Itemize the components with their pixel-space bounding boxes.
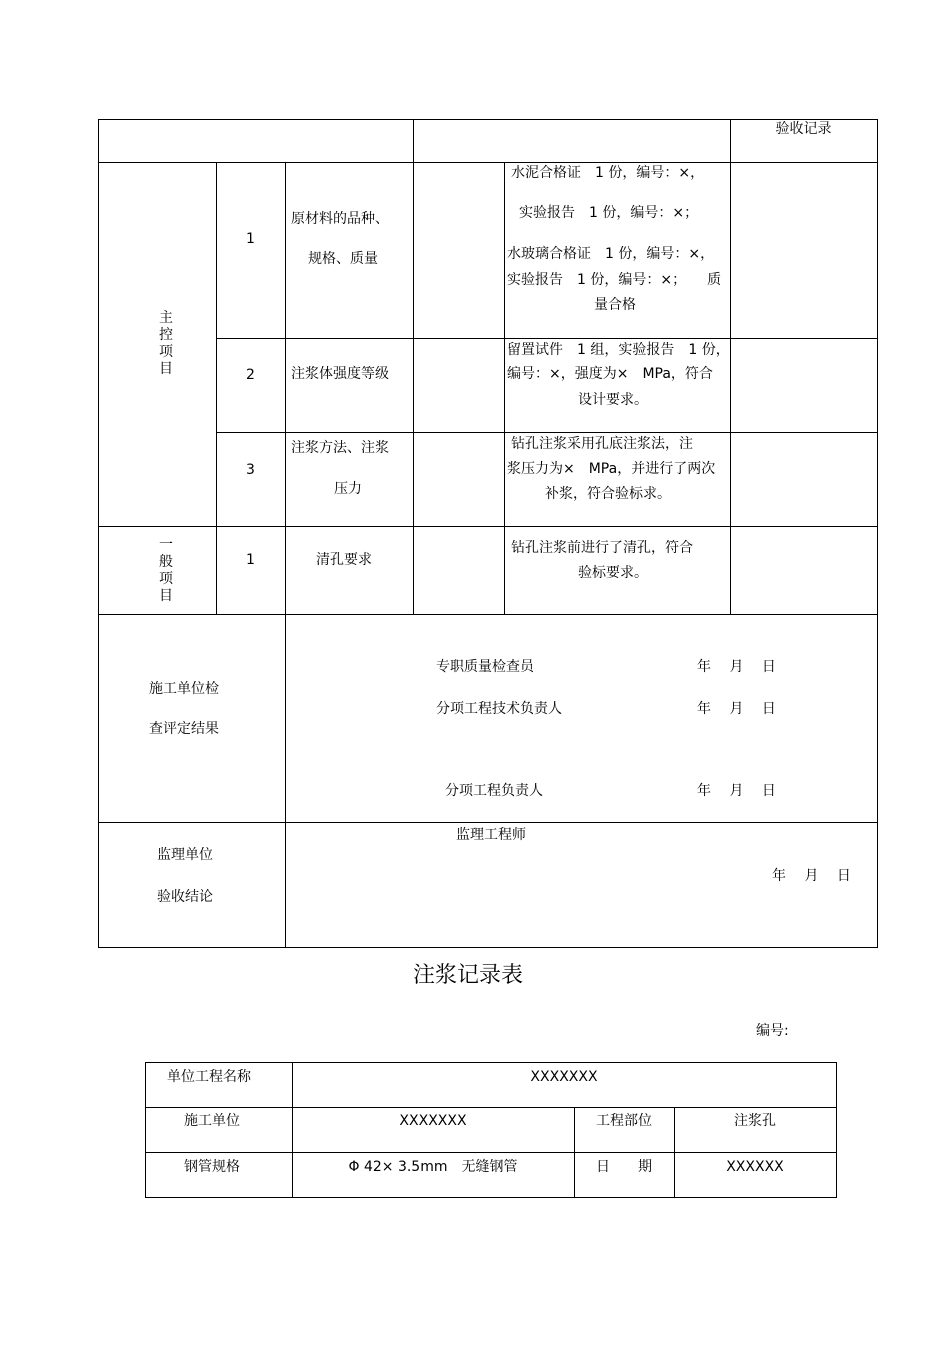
item-name: 压力: [334, 481, 362, 497]
main-items-label: 主控项目: [159, 310, 173, 377]
row-number: 1: [246, 231, 255, 247]
grid-line: [98, 526, 878, 527]
record-line: 设计要求。: [578, 392, 648, 408]
pipe-spec-value: Φ 42× 3.5mm 无缝钢管: [348, 1159, 518, 1175]
grid-line: [216, 432, 878, 433]
grid-line: [836, 1062, 837, 1198]
grid-line: [98, 614, 878, 615]
grid-line: [730, 119, 731, 615]
item-name: 原材料的品种、: [291, 211, 389, 227]
grid-line: [98, 119, 878, 120]
date-field: 年 月 日: [697, 659, 776, 675]
header-acceptance-record: 验收记录: [775, 121, 832, 137]
grid-line: [216, 162, 217, 615]
signer-label: 分项工程负责人: [445, 783, 543, 799]
grid-line: [98, 162, 878, 163]
grid-line: [504, 162, 505, 615]
record-line: 验标要求。: [578, 565, 648, 581]
part-label: 工程部位: [596, 1113, 652, 1129]
record-line: 编号：×，强度为× MPa，符合: [507, 366, 713, 382]
grid-line: [877, 119, 878, 948]
signer-label: 分项工程技术负责人: [436, 701, 562, 717]
construction-unit-value: XXXXXXX: [399, 1113, 467, 1129]
date-field: 年 月 日: [697, 701, 776, 717]
part-value: 注浆孔: [734, 1113, 776, 1129]
project-name-label: 单位工程名称: [167, 1069, 251, 1085]
grid-line: [145, 1152, 837, 1153]
date-field: 年 月 日: [697, 783, 776, 799]
record-line: 实验报告 1 份，编号：×； 质: [507, 272, 722, 288]
supervision-label: 验收结论: [157, 889, 213, 905]
row-number: 1: [246, 552, 255, 568]
item-name: 注浆体强度等级: [291, 366, 389, 382]
grid-line: [145, 1062, 146, 1198]
grid-line: [145, 1107, 837, 1108]
record-line: 留置试件 1 组，实验报告 1 份，: [507, 342, 730, 358]
row-number: 3: [246, 462, 255, 478]
signer-label: 专职质量检查员: [436, 659, 534, 675]
grid-line: [413, 119, 414, 615]
grid-line: [98, 119, 99, 948]
record-line: 浆压力为× MPa，并进行了两次: [507, 461, 716, 477]
record-line: 钻孔注浆采用孔底注浆法，注: [511, 436, 693, 452]
project-name-value: XXXXXXX: [530, 1069, 598, 1085]
grid-line: [285, 162, 286, 948]
pipe-spec-label: 钢管规格: [184, 1159, 240, 1175]
date-value: XXXXXX: [726, 1159, 784, 1175]
construction-check-label: 查评定结果: [149, 721, 219, 737]
grid-line: [145, 1197, 837, 1198]
date-label: 日 期: [596, 1159, 652, 1175]
item-name: 清孔要求: [316, 552, 372, 568]
record-line: 实验报告 1 份，编号：×；: [519, 205, 699, 221]
record-line: 量合格: [594, 297, 636, 313]
supervisor-label: 监理工程师: [456, 827, 526, 843]
record-line: 补浆，符合验标求。: [545, 486, 671, 502]
grid-line: [145, 1062, 837, 1063]
record-line: 水泥合格证 1 份，编号：×，: [511, 165, 705, 181]
record-line: 水玻璃合格证 1 份，编号：×，: [507, 246, 715, 262]
grid-line: [216, 338, 878, 339]
construction-check-label: 施工单位检: [149, 681, 219, 697]
date-field: 年 月 日: [772, 868, 851, 884]
form-title: 注浆记录表: [413, 963, 524, 988]
item-name: 规格、质量: [308, 251, 378, 267]
construction-unit-label: 施工单位: [184, 1113, 240, 1129]
general-items-label: 一般项目: [159, 537, 173, 604]
grid-line: [98, 947, 878, 948]
record-line: 钻孔注浆前进行了清孔，符合: [511, 540, 693, 556]
row-number: 2: [246, 367, 255, 383]
grid-line: [98, 822, 878, 823]
form-number-label: 编号:: [756, 1023, 789, 1039]
item-name: 注浆方法、注浆: [291, 440, 389, 456]
supervision-label: 监理单位: [157, 847, 213, 863]
